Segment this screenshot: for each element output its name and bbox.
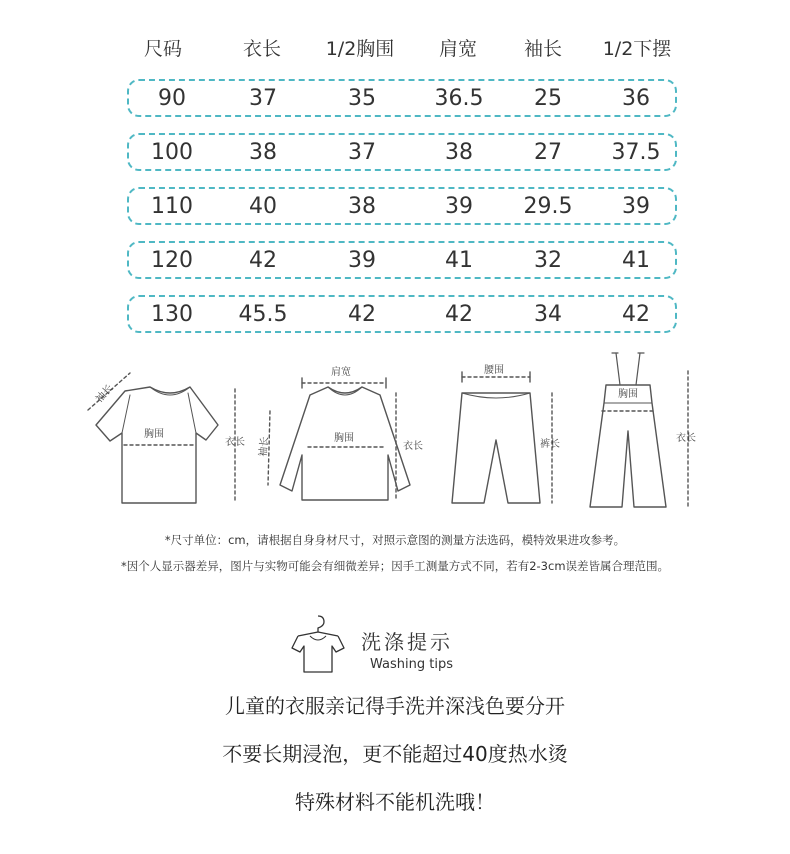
cell-length: 40 [249,194,277,219]
cell-size: 100 [151,140,193,165]
cell-sleeve: 27 [534,140,562,165]
header-half-hem: 1/2下摆 [602,38,672,60]
cell-size: 110 [151,194,193,219]
tshirt-chest-label: 胸围 [144,429,164,440]
cell-length: 42 [249,248,277,273]
cell-length: 38 [249,140,277,165]
cell-half-chest: 35 [348,86,376,111]
header-size: 尺码 [143,38,183,60]
washing-line-1: 儿童的衣服亲记得手洗并深浅色要分开 [225,694,565,718]
table-row [127,133,677,171]
cell-sleeve: 32 [534,248,562,273]
size-note-1: *尺寸单位：cm，请根据自身身材尺寸，对照示意图的测量方法选码，模特效果进攻参考。 [164,533,626,547]
cell-sleeve: 25 [534,86,562,111]
size-note-2: *因个人显示器差异，图片与实物可能会有细微差异；因手工测量方式不同，若有2-3cm误差皆属合理范围。 [120,559,670,573]
cell-half-hem: 42 [622,302,650,327]
washing-line-2: 不要长期浸泡，更不能超过40度热水烫 [222,742,568,766]
table-row [127,295,677,333]
table-row [127,79,677,117]
overalls-chest-label: 胸围 [618,389,638,400]
tshirt-sleeve-label: 袖长 [94,382,116,406]
shorts-diagram [452,364,560,503]
header-half-chest: 1/2胸围 [325,38,395,60]
cell-half-chest: 37 [348,140,376,165]
cell-half-chest: 38 [348,194,376,219]
cell-size: 120 [151,248,193,273]
cell-sleeve: 34 [534,302,562,327]
table-row [127,187,677,225]
cell-shoulder: 41 [445,248,473,273]
sweater-chest-label: 胸围 [334,433,354,444]
cell-size: 90 [158,86,186,111]
cell-half-chest: 42 [348,302,376,327]
measurement-diagrams [0,345,790,515]
cell-size: 130 [151,302,193,327]
sweater-shoulder-label: 肩宽 [331,367,351,378]
shorts-waist-label: 腰围 [484,365,504,376]
cell-shoulder: 38 [445,140,473,165]
cell-half-hem: 39 [622,194,650,219]
tshirt-length-label: 衣长 [225,437,245,448]
cell-length: 37 [249,86,277,111]
washing-title: 洗涤提示 [361,630,453,654]
size-table-header [0,34,790,62]
sweater-sleeve-label: 袖长 [258,436,271,458]
cell-sleeve: 29.5 [523,194,573,219]
washing-line-3: 特殊材料不能机洗哦！ [295,790,495,814]
header-shoulder: 肩宽 [438,38,478,60]
washing-subtitle: Washing tips [370,657,453,672]
cell-half-hem: 41 [622,248,650,273]
tshirt-diagram [88,373,245,503]
sweater-diagram [256,365,423,500]
table-row [127,241,677,279]
sweater-length-label: 衣长 [403,441,423,452]
cell-half-hem: 37.5 [611,140,661,165]
cell-shoulder: 39 [445,194,473,219]
cell-shoulder: 42 [445,302,473,327]
shorts-length-label: 裤长 [540,439,560,450]
cell-half-hem: 36 [622,86,650,111]
header-sleeve: 袖长 [523,38,563,60]
header-length: 衣长 [242,38,282,60]
cell-length: 45.5 [238,302,288,327]
overalls-length-label: 衣长 [676,433,696,444]
overalls-diagram [590,353,696,507]
cell-half-chest: 39 [348,248,376,273]
cell-shoulder: 36.5 [434,86,484,111]
